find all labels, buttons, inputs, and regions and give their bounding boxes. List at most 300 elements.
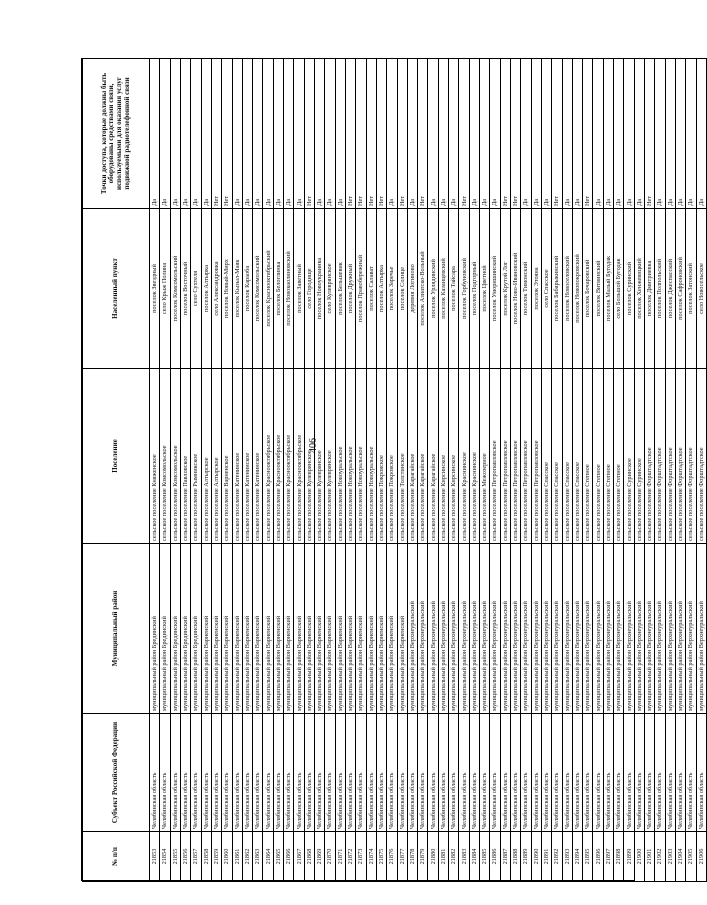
cell-locality: поселок Солнце	[397, 209, 407, 369]
header-settlement: Поселение	[83, 369, 150, 544]
cell-subject: Челябинская область	[242, 714, 252, 832]
cell-num: 21900	[634, 832, 644, 882]
cell-locality: село Александровка	[211, 209, 221, 369]
cell-subject: Челябинская область	[284, 714, 294, 832]
cell-subject: Челябинская область	[407, 714, 417, 832]
cell-num: 21860	[222, 832, 232, 882]
table-row	[645, 59, 655, 882]
cell-access: Да	[335, 59, 345, 209]
cell-district: муниципальный район Варненский	[232, 544, 242, 714]
cell-num: 21855	[170, 832, 180, 882]
table-row	[696, 59, 706, 882]
cell-access: Да	[675, 59, 685, 209]
cell-settlement: сельское поселение Карагайское	[418, 369, 428, 544]
cell-district: муниципальный район Верхнеуральский	[655, 544, 665, 714]
cell-access: Да	[541, 59, 551, 209]
cell-district: муниципальный район Варненский	[294, 544, 304, 714]
cell-subject: Челябинская область	[211, 714, 221, 832]
cell-subject: Челябинская область	[593, 714, 603, 832]
cell-locality: поселок Алтырка	[201, 209, 211, 369]
cell-access: Да	[469, 59, 479, 209]
cell-num: 21865	[273, 832, 283, 882]
cell-access: Нет	[397, 59, 407, 209]
cell-num: 21871	[335, 832, 345, 882]
cell-settlement: сельское поселение Степное	[603, 369, 613, 544]
table-row	[418, 59, 428, 882]
cell-district: муниципальный район Верхнеуральский	[696, 544, 706, 714]
cell-district: муниципальный район Варненский	[284, 544, 294, 714]
cell-settlement: сельское поселение Новоуральское	[356, 369, 366, 544]
cell-num: 21884	[469, 832, 479, 882]
header-locality: Населенный пункт	[83, 209, 150, 369]
cell-num: 21854	[160, 832, 170, 882]
cell-district: муниципальный район Варненский	[273, 544, 283, 714]
table-row	[387, 59, 397, 882]
cell-settlement: сельское поселение Комсомольское	[160, 369, 170, 544]
cell-locality: поселок Малый Бугодак	[603, 209, 613, 369]
cell-district: муниципальный район Верхнеуральский	[686, 544, 696, 714]
cell-settlement: сельское поселение Толстинское	[397, 369, 407, 544]
cell-locality: село Кулеврянское	[325, 209, 335, 369]
cell-num: 21899	[624, 832, 634, 882]
cell-subject: Челябинская область	[541, 714, 551, 832]
cell-access: Да	[696, 59, 706, 209]
cell-district: муниципальный район Верхнеуральский	[583, 544, 593, 714]
cell-num: 21898	[614, 832, 624, 882]
cell-subject: Челябинская область	[428, 714, 438, 832]
cell-locality: поселок Полпольский	[655, 209, 665, 369]
table-row	[397, 59, 407, 882]
table-row	[562, 59, 572, 882]
cell-district: муниципальный район Верхнеуральский	[490, 544, 500, 714]
table-row	[593, 59, 603, 882]
cell-num: 21869	[315, 832, 325, 882]
cell-locality: село Крыж Полина	[160, 209, 170, 369]
cell-locality: село Новосельское	[696, 209, 706, 369]
cell-locality: поселок Правобережный	[356, 209, 366, 369]
cell-num: 21894	[572, 832, 582, 882]
cell-settlement: сельское поселение Покровское	[376, 369, 386, 544]
cell-locality: поселок Тимонский	[521, 209, 531, 369]
cell-subject: Челябинская область	[449, 714, 459, 832]
cell-locality: поселок Цветной	[480, 209, 490, 369]
cell-subject: Челябинская область	[356, 714, 366, 832]
table-row	[624, 59, 634, 882]
cell-access: Да	[531, 59, 541, 209]
cell-access: Да	[294, 59, 304, 209]
cell-access: Да	[521, 59, 531, 209]
cell-access: Да	[686, 59, 696, 209]
cell-subject: Челябинская область	[562, 714, 572, 832]
cell-subject: Челябинская область	[531, 714, 541, 832]
cell-settlement: сельское поселение Новоуральское	[366, 369, 376, 544]
cell-district: муниципальный район Верхнеуральский	[675, 544, 685, 714]
cell-locality: поселок Новокаолиновский	[284, 209, 294, 369]
cell-locality: поселок Заветный	[294, 209, 304, 369]
cell-district: муниципальный район Варненский	[315, 544, 325, 714]
cell-settlement: сельское поселение Форштадтское	[696, 369, 706, 544]
table-row	[232, 59, 242, 882]
cell-num: 21896	[593, 832, 603, 882]
table-row	[294, 59, 304, 882]
cell-subject: Челябинская область	[180, 714, 190, 832]
cell-locality: поселок Дмитриевка	[645, 209, 655, 369]
cell-access: Да	[407, 59, 417, 209]
cell-district: муниципальный район Верхнеуральский	[593, 544, 603, 714]
cell-access: Да	[624, 59, 634, 209]
cell-settlement: сельское поселение Кулеврянское	[325, 369, 335, 544]
table-row	[180, 59, 190, 882]
cell-locality: поселок Хенжевицкий	[634, 209, 644, 369]
cell-settlement: сельское поселение Краснинское	[469, 369, 479, 544]
cell-settlement: сельское поселение Катенинское	[242, 369, 252, 544]
cell-subject: Челябинская область	[345, 714, 355, 832]
cell-district: муниципальный район Варненский	[263, 544, 273, 714]
cell-subject: Челябинская область	[191, 714, 201, 832]
cell-settlement: сельское поселение Форштадтское	[655, 369, 665, 544]
table-row	[572, 59, 582, 882]
cell-settlement: сельское поселение Павловское	[180, 369, 190, 544]
cell-locality: поселок Новый-Мирх	[222, 209, 232, 369]
cell-num: 21892	[552, 832, 562, 882]
table-row	[253, 59, 263, 882]
cell-num: 21867	[294, 832, 304, 882]
table-row	[376, 59, 386, 882]
cell-num: 21863	[253, 832, 263, 882]
cell-settlement: сельское поселение Петропавловское	[510, 369, 520, 544]
cell-locality: поселок Новоукраинка	[315, 209, 325, 369]
cell-settlement: сельское поселение Степное	[614, 369, 624, 544]
cell-subject: Челябинская область	[325, 714, 335, 832]
cell-locality: поселок Новопокровский	[572, 209, 582, 369]
cell-subject: Челябинская область	[645, 714, 655, 832]
cell-access: Да	[480, 59, 490, 209]
rotated-table-container	[82, 59, 705, 882]
cell-district: муниципальный район Верхнеуральский	[438, 544, 448, 714]
document-table-frame	[81, 58, 705, 881]
cell-access: Да	[150, 59, 160, 209]
cell-settlement: сельское поселение Форштадтское	[675, 369, 685, 544]
cell-district: муниципальный район Верхнеуральский	[562, 544, 572, 714]
cell-locality: поселок Белоглинка	[273, 209, 283, 369]
cell-num: 21890	[531, 832, 541, 882]
cell-num: 21891	[541, 832, 551, 882]
cell-settlement: сельское поселение Алтырское	[201, 369, 211, 544]
table-row	[325, 59, 335, 882]
cell-num: 21880	[428, 832, 438, 882]
cell-district: муниципальный район Верхнеуральский	[428, 544, 438, 714]
cell-subject: Челябинская область	[603, 714, 613, 832]
cell-access: Да	[253, 59, 263, 209]
table-row	[263, 59, 273, 882]
cell-locality: село Сухтеля	[191, 209, 201, 369]
cell-settlement: сельское поселение Кулеврянское	[304, 369, 314, 544]
cell-district: муниципальный район Верхнеуральский	[634, 544, 644, 714]
table-row	[356, 59, 366, 882]
header-num: № п/п	[83, 832, 150, 882]
cell-subject: Челябинская область	[624, 714, 634, 832]
cell-subject: Челябинская область	[273, 714, 283, 832]
cell-settlement: сельское поселение Краснинское	[459, 369, 469, 544]
cell-district: муниципальный район Варненский	[201, 544, 211, 714]
cell-subject: Челябинская область	[696, 714, 706, 832]
cell-num: 21876	[387, 832, 397, 882]
cell-district: муниципальный район Брединский	[170, 544, 180, 714]
cell-num: 21895	[583, 832, 593, 882]
cell-subject: Челябинская область	[222, 714, 232, 832]
cell-subject: Челябинская область	[232, 714, 242, 832]
cell-locality: поселок Уморишинский	[490, 209, 500, 369]
settlements-table	[82, 58, 707, 882]
table-row	[583, 59, 593, 882]
table-row	[500, 59, 510, 882]
cell-subject: Челябинская область	[170, 714, 180, 832]
cell-access: Да	[634, 59, 644, 209]
cell-num: 21903	[665, 832, 675, 882]
cell-settlement: сельское поселение Межозерное	[480, 369, 490, 544]
cell-district: муниципальный район Варненский	[356, 544, 366, 714]
cell-access: Нет	[356, 59, 366, 209]
cell-locality: поселок Этояна	[531, 209, 541, 369]
cell-district: муниципальный район Брединский	[191, 544, 201, 714]
table-row	[335, 59, 345, 882]
cell-num: 21879	[418, 832, 428, 882]
cell-num: 21859	[211, 832, 221, 882]
cell-settlement: сельское поселение Катенинское	[232, 369, 242, 544]
cell-num: 21902	[655, 832, 665, 882]
cell-subject: Челябинская область	[304, 714, 314, 832]
table-row	[315, 59, 325, 882]
cell-locality: поселок Бабарыкинский	[552, 209, 562, 369]
cell-settlement: сельское поселение Кирсинское	[449, 369, 459, 544]
cell-locality: поселок Кызыл-Маяк	[232, 209, 242, 369]
cell-settlement: сельское поселение Спасское	[552, 369, 562, 544]
cell-access: Нет	[552, 59, 562, 209]
cell-district: муниципальный район Варненский	[222, 544, 232, 714]
cell-num: 21877	[397, 832, 407, 882]
cell-district: муниципальный район Верхнеуральский	[510, 544, 520, 714]
cell-access: Да	[614, 59, 624, 209]
cell-settlement: сельское поселение Спасское	[572, 369, 582, 544]
cell-subject: Челябинская область	[614, 714, 624, 832]
cell-settlement: сельское поселение Суринское	[624, 369, 634, 544]
table-row	[552, 59, 562, 882]
cell-access: Нет	[510, 59, 520, 209]
cell-settlement: сельское поселение Кирсинское	[438, 369, 448, 544]
cell-settlement: сельское поселение Суринское	[634, 369, 644, 544]
cell-subject: Челябинская область	[665, 714, 675, 832]
cell-num: 21873	[356, 832, 366, 882]
table-row	[459, 59, 469, 882]
cell-district: муниципальный район Верхнеуральский	[665, 544, 675, 714]
cell-locality: поселок Звездный	[150, 209, 160, 369]
header-district: Муниципальный район	[83, 544, 150, 714]
cell-num: 21901	[645, 832, 655, 882]
table-row	[686, 59, 696, 882]
cell-access: Да	[562, 59, 572, 209]
cell-num: 21858	[201, 832, 211, 882]
cell-subject: Челябинская область	[438, 714, 448, 832]
cell-settlement: сельское поселение Варненское	[222, 369, 232, 544]
cell-subject: Челябинская область	[572, 714, 582, 832]
table-row	[480, 59, 490, 882]
cell-access: Да	[170, 59, 180, 209]
cell-subject: Челябинская область	[418, 714, 428, 832]
cell-subject: Челябинская область	[387, 714, 397, 832]
cell-access: Да	[490, 59, 500, 209]
table-body	[150, 59, 707, 882]
cell-subject: Челябинская область	[510, 714, 520, 832]
table-row	[614, 59, 624, 882]
cell-subject: Челябинская область	[521, 714, 531, 832]
cell-access: Нет	[583, 59, 593, 209]
cell-access: Да	[655, 59, 665, 209]
cell-district: муниципальный район Варненский	[253, 544, 263, 714]
header-subject: Субъект Российской Федерации	[83, 714, 150, 832]
cell-settlement: сельское поселение Краснооктябрьское	[273, 369, 283, 544]
cell-subject: Челябинская область	[655, 714, 665, 832]
cell-locality: поселок Дружный	[345, 209, 355, 369]
cell-access: Да	[273, 59, 283, 209]
cell-subject: Челябинская область	[490, 714, 500, 832]
cell-locality: поселок Заречье	[387, 209, 397, 369]
cell-settlement: сельское поселение Алтырское	[211, 369, 221, 544]
cell-district: муниципальный район Верхнеуральский	[480, 544, 490, 714]
cell-num: 21868	[304, 832, 314, 882]
table-row	[490, 59, 500, 882]
cell-district: муниципальный район Верхнеуральский	[603, 544, 613, 714]
cell-access: Нет	[304, 59, 314, 209]
cell-num: 21861	[232, 832, 242, 882]
cell-num: 21878	[407, 832, 417, 882]
table-row	[150, 59, 160, 882]
cell-district: муниципальный район Верхнеуральский	[459, 544, 469, 714]
cell-num: 21882	[449, 832, 459, 882]
cell-district: муниципальный район Варненский	[335, 544, 345, 714]
page-number: 406	[308, 438, 319, 453]
cell-subject: Челябинская область	[366, 714, 376, 832]
cell-settlement: сельское поселение Рымникское	[191, 369, 201, 544]
cell-access: Да	[665, 59, 675, 209]
cell-num: 21870	[325, 832, 335, 882]
cell-access: Да	[180, 59, 190, 209]
cell-subject: Челябинская область	[263, 714, 273, 832]
cell-subject: Челябинская область	[160, 714, 170, 832]
cell-locality: село Городище	[304, 209, 314, 369]
cell-locality: поселок Горбуновский	[459, 209, 469, 369]
cell-settlement: сельское поселение Степное	[593, 369, 603, 544]
cell-num: 21875	[376, 832, 386, 882]
cell-settlement: сельское поселение Краснооктябрьское	[263, 369, 273, 544]
table-header-row	[83, 59, 150, 882]
cell-district: муниципальный район Верхнеуральский	[449, 544, 459, 714]
cell-settlement: сельское поселение Петропавловское	[500, 369, 510, 544]
cell-settlement: сельское поселение Комсомольское	[170, 369, 180, 544]
table-row	[345, 59, 355, 882]
cell-locality: поселок Ново-Ивановский	[510, 209, 520, 369]
cell-access: Да	[263, 59, 273, 209]
cell-access: Нет	[222, 59, 232, 209]
cell-district: муниципальный район Варненский	[211, 544, 221, 714]
cell-num: 21856	[180, 832, 190, 882]
cell-settlement: сельское поселение Карагайское	[407, 369, 417, 544]
cell-access: Да	[232, 59, 242, 209]
cell-access: Да	[572, 59, 582, 209]
cell-locality: поселок Комсомольский	[253, 209, 263, 369]
table-row	[211, 59, 221, 882]
cell-num: 21857	[191, 832, 201, 882]
cell-num: 21886	[490, 832, 500, 882]
cell-locality: поселок Салават	[366, 209, 376, 369]
cell-district: муниципальный район Верхнеуральский	[407, 544, 417, 714]
cell-locality: поселок Подгорный	[469, 209, 479, 369]
cell-num: 21897	[603, 832, 613, 882]
cell-settlement: сельское поселение Покровское	[387, 369, 397, 544]
cell-settlement: сельское поселение Петропавловское	[490, 369, 500, 544]
cell-num: 21864	[263, 832, 273, 882]
cell-district: муниципальный район Брединский	[150, 544, 160, 714]
cell-access: Да	[593, 59, 603, 209]
cell-access: Да	[428, 59, 438, 209]
cell-num: 21883	[459, 832, 469, 882]
cell-subject: Челябинская область	[459, 714, 469, 832]
cell-settlement: сельское поселение Новоуральское	[335, 369, 345, 544]
cell-access: Нет	[459, 59, 469, 209]
cell-settlement: сельское поселение Княженское	[150, 369, 160, 544]
cell-subject: Челябинская область	[253, 714, 263, 832]
cell-locality: село Спасское	[541, 209, 551, 369]
cell-district: муниципальный район Верхнеуральский	[541, 544, 551, 714]
cell-district: муниципальный район Верхнеуральский	[645, 544, 655, 714]
cell-subject: Челябинская область	[294, 714, 304, 832]
cell-locality: поселок Тайсара	[449, 209, 459, 369]
cell-district: муниципальный район Варненский	[387, 544, 397, 714]
table-row	[366, 59, 376, 882]
cell-access: Да	[315, 59, 325, 209]
cell-access: Нет	[211, 59, 221, 209]
table-row	[531, 59, 541, 882]
cell-subject: Челябинская область	[335, 714, 345, 832]
cell-subject: Челябинская область	[675, 714, 685, 832]
cell-locality: поселок Джеспасский	[665, 209, 675, 369]
cell-subject: Челябинская область	[686, 714, 696, 832]
table-row	[201, 59, 211, 882]
table-row	[273, 59, 283, 882]
cell-locality: поселок Азиатско-Вольный	[418, 209, 428, 369]
cell-settlement: сельское поселение Кулеврянское	[315, 369, 325, 544]
cell-district: муниципальный район Верхнеуральский	[614, 544, 624, 714]
header-access: Точки доступа, которые должны быть оборудованы средствами связи, используемыми для оказания услуг подвижной радиотелефонной связи	[83, 59, 150, 209]
table-row	[634, 59, 644, 882]
cell-settlement: сельское поселение Форштадтское	[665, 369, 675, 544]
table-row	[160, 59, 170, 882]
cell-locality: поселок Сафроновский	[675, 209, 685, 369]
cell-district: муниципальный район Верхнеуральский	[572, 544, 582, 714]
cell-num: 21893	[562, 832, 572, 882]
cell-district: муниципальный район Варненский	[325, 544, 335, 714]
table-row	[407, 59, 417, 882]
cell-locality: поселок Бочаровский	[583, 209, 593, 369]
cell-num: 21887	[500, 832, 510, 882]
cell-num: 21862	[242, 832, 252, 882]
cell-locality: поселок Караоба	[242, 209, 252, 369]
cell-num: 21906	[696, 832, 706, 882]
cell-locality: поселок Восточный	[180, 209, 190, 369]
cell-subject: Челябинская область	[315, 714, 325, 832]
cell-district: муниципальный район Варненский	[242, 544, 252, 714]
cell-access: Да	[191, 59, 201, 209]
cell-access: Да	[201, 59, 211, 209]
